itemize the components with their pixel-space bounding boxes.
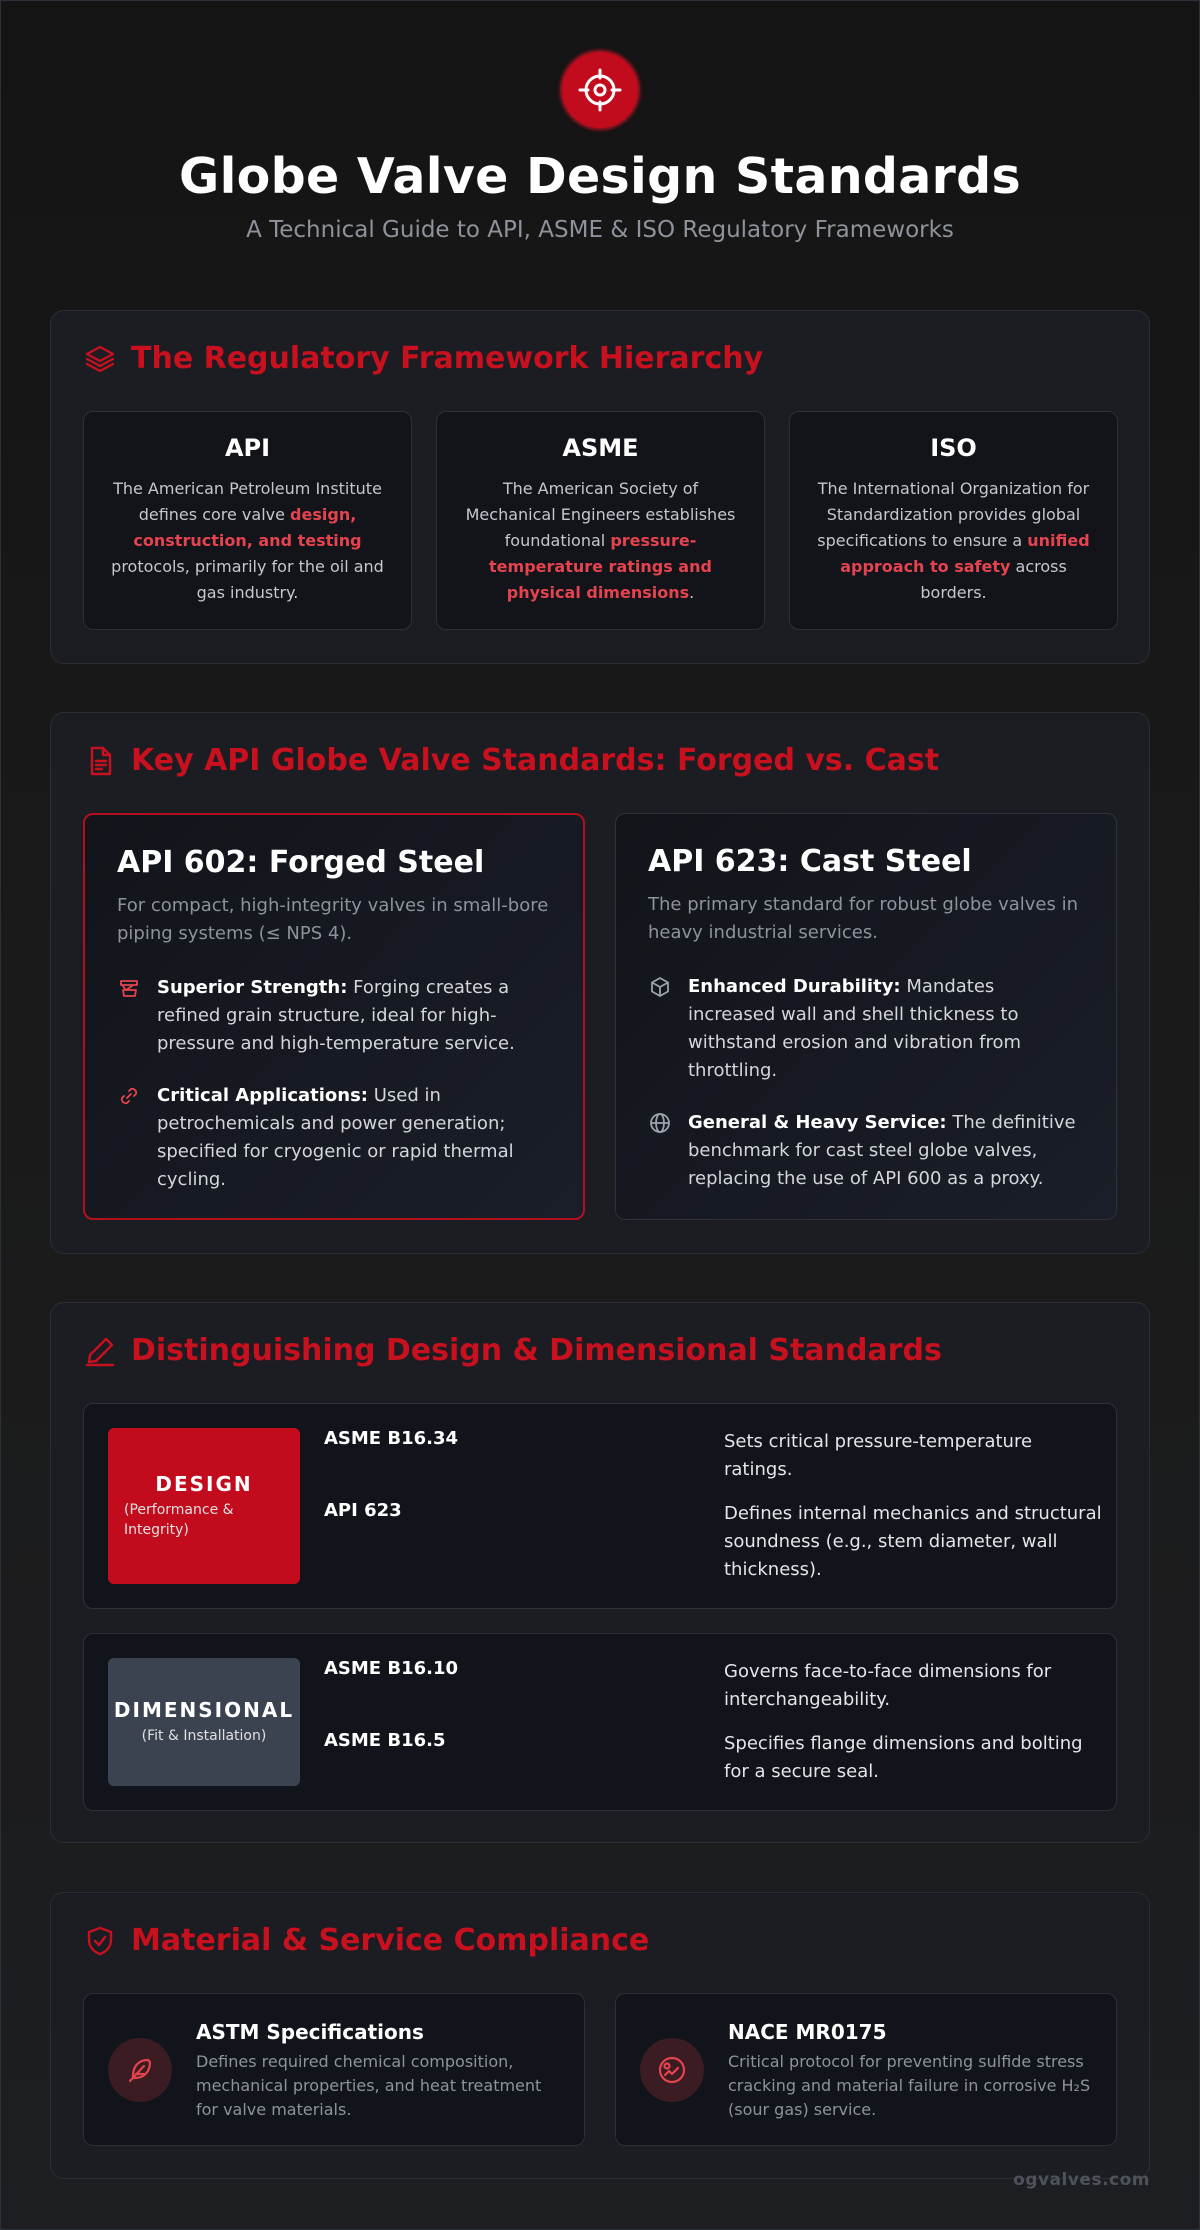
materials-section-header — [83, 1923, 649, 1958]
globe-icon — [648, 1111, 672, 1135]
feature-item — [117, 1082, 551, 1194]
standard-description: Defines internal mechanics and structural soundness (e.g., stem diameter, wall thickness). — [724, 1503, 1102, 1580]
standard-code: ASME B16.5 — [324, 1730, 446, 1751]
design-tag — [108, 1428, 300, 1584]
cube-icon — [648, 975, 672, 999]
key-standards-section-title: Key API Globe Valve Standards: Forged vs. Cast — [131, 743, 940, 778]
framework-card-text: The American Society of Mechanical Engineers establishes foundational pressure-temperature ratings and physical dimensions. — [465, 479, 736, 602]
materials-section — [50, 1892, 1150, 2179]
feature-item — [648, 1109, 1084, 1193]
page-subtitle: A Technical Guide to API, ASME & ISO Regulatory Frameworks — [246, 217, 954, 243]
astm-title: ASTM Specifications — [196, 2020, 424, 2044]
highlight-text: unified approach to safety — [840, 531, 1090, 576]
framework-section — [50, 310, 1150, 664]
api-602-title: API 602: Forged Steel — [117, 845, 485, 880]
feature-text: Enhanced Durability: Mandates increased wall and shell thickness to withstand erosion and vibration from throttling. — [688, 976, 1022, 1081]
dimensional-standards-card — [83, 1633, 1117, 1811]
page-title: Globe Valve Design Standards — [179, 148, 1021, 205]
dimensional-tag-title: DIMENSIONAL — [113, 1698, 295, 1722]
feather-icon — [108, 2038, 172, 2102]
astm-text: Defines required chemical composition, mechanical properties, and heat treatment for valve materials. — [196, 2052, 542, 2119]
feature-item — [648, 973, 1084, 1085]
dimensional-tag-subtitle: (Fit & Installation) — [141, 1728, 267, 1744]
standard-code: ASME B16.34 — [324, 1428, 459, 1449]
feature-text: General & Heavy Service: The definitive benchmark for cast steel globe valves, replacing the use of API 600 as a proxy. — [688, 1112, 1076, 1189]
standard-description: Specifies flange dimensions and bolting for a secure seal. — [724, 1733, 1083, 1782]
materials-section-title: Material & Service Compliance — [131, 1923, 650, 1958]
api-602-subtitle: For compact, high-integrity valves in small-bore piping systems (≤ NPS 4). — [117, 895, 549, 944]
nace-title: NACE MR0175 — [728, 2020, 887, 2044]
design-standards-card — [83, 1403, 1117, 1609]
feature-text: Superior Strength: Forging creates a refined grain structure, ideal for high-pressure and high-temperature service. — [157, 977, 515, 1054]
framework-card-iso — [789, 411, 1118, 630]
framework-card-text: The American Petroleum Institute defines core valve design, construction, and testing protocols, primarily for the oil and gas industry. — [111, 479, 384, 602]
gauge-icon — [640, 2038, 704, 2102]
design-dimensional-section-title: Distinguishing Design & Dimensional Standards — [131, 1333, 942, 1368]
framework-section-header — [83, 341, 763, 376]
crosshair-target-icon — [560, 50, 640, 130]
design-dimensional-section — [50, 1302, 1150, 1843]
shield-check-icon — [83, 1924, 117, 1958]
highlight-text: design, construction, and testing — [133, 505, 362, 550]
feature-item — [117, 974, 551, 1058]
key-standards-section — [50, 712, 1150, 1254]
standard-description: Governs face-to-face dimensions for interchangeability. — [724, 1661, 1052, 1710]
framework-card-text: The International Organization for Standardization provides global specifications to ensure a unified approach to safety across borders. — [817, 479, 1090, 602]
api-602-card — [83, 813, 585, 1220]
api-623-card — [615, 813, 1117, 1220]
framework-card-title: ASME — [562, 434, 639, 462]
standard-code: API 623 — [324, 1500, 402, 1521]
api-623-subtitle: The primary standard for robust globe valves in heavy industrial services. — [648, 894, 1078, 943]
hammer-icon — [117, 976, 141, 1000]
design-tag-subtitle: (Performance & Integrity) — [124, 1502, 234, 1538]
layers-icon — [83, 342, 117, 376]
footer-url[interactable]: ogvalves.com — [1013, 2170, 1150, 2190]
document-icon — [83, 744, 117, 778]
design-tag-title: DESIGN — [155, 1472, 253, 1496]
framework-card-title: API — [224, 434, 271, 462]
framework-card-title: ISO — [930, 434, 977, 462]
api-623-title: API 623: Cast Steel — [648, 844, 972, 879]
key-standards-section-header — [83, 743, 939, 778]
highlight-text: pressure-temperature ratings and physical dimensions — [489, 531, 712, 602]
nace-text: Critical protocol for preventing sulfide stress cracking and material failure in corrosive H₂S (sour gas) service. — [728, 2052, 1091, 2119]
standard-code: ASME B16.10 — [324, 1658, 459, 1679]
framework-section-title: The Regulatory Framework Hierarchy — [131, 341, 764, 376]
feature-text: Critical Applications: Used in petrochemicals and power generation; specified for cryogenic or rapid thermal cycling. — [157, 1085, 514, 1190]
page-header — [0, 50, 1200, 243]
nace-card — [615, 1993, 1117, 2146]
dimensional-tag — [108, 1658, 300, 1786]
framework-card-asme — [436, 411, 765, 630]
standard-description: Sets critical pressure-temperature ratings. — [724, 1431, 1033, 1480]
framework-card-api — [83, 411, 412, 630]
pencil-icon — [83, 1334, 117, 1368]
astm-card — [83, 1993, 585, 2146]
design-dimensional-section-header — [83, 1333, 942, 1368]
link-icon — [117, 1084, 141, 1108]
